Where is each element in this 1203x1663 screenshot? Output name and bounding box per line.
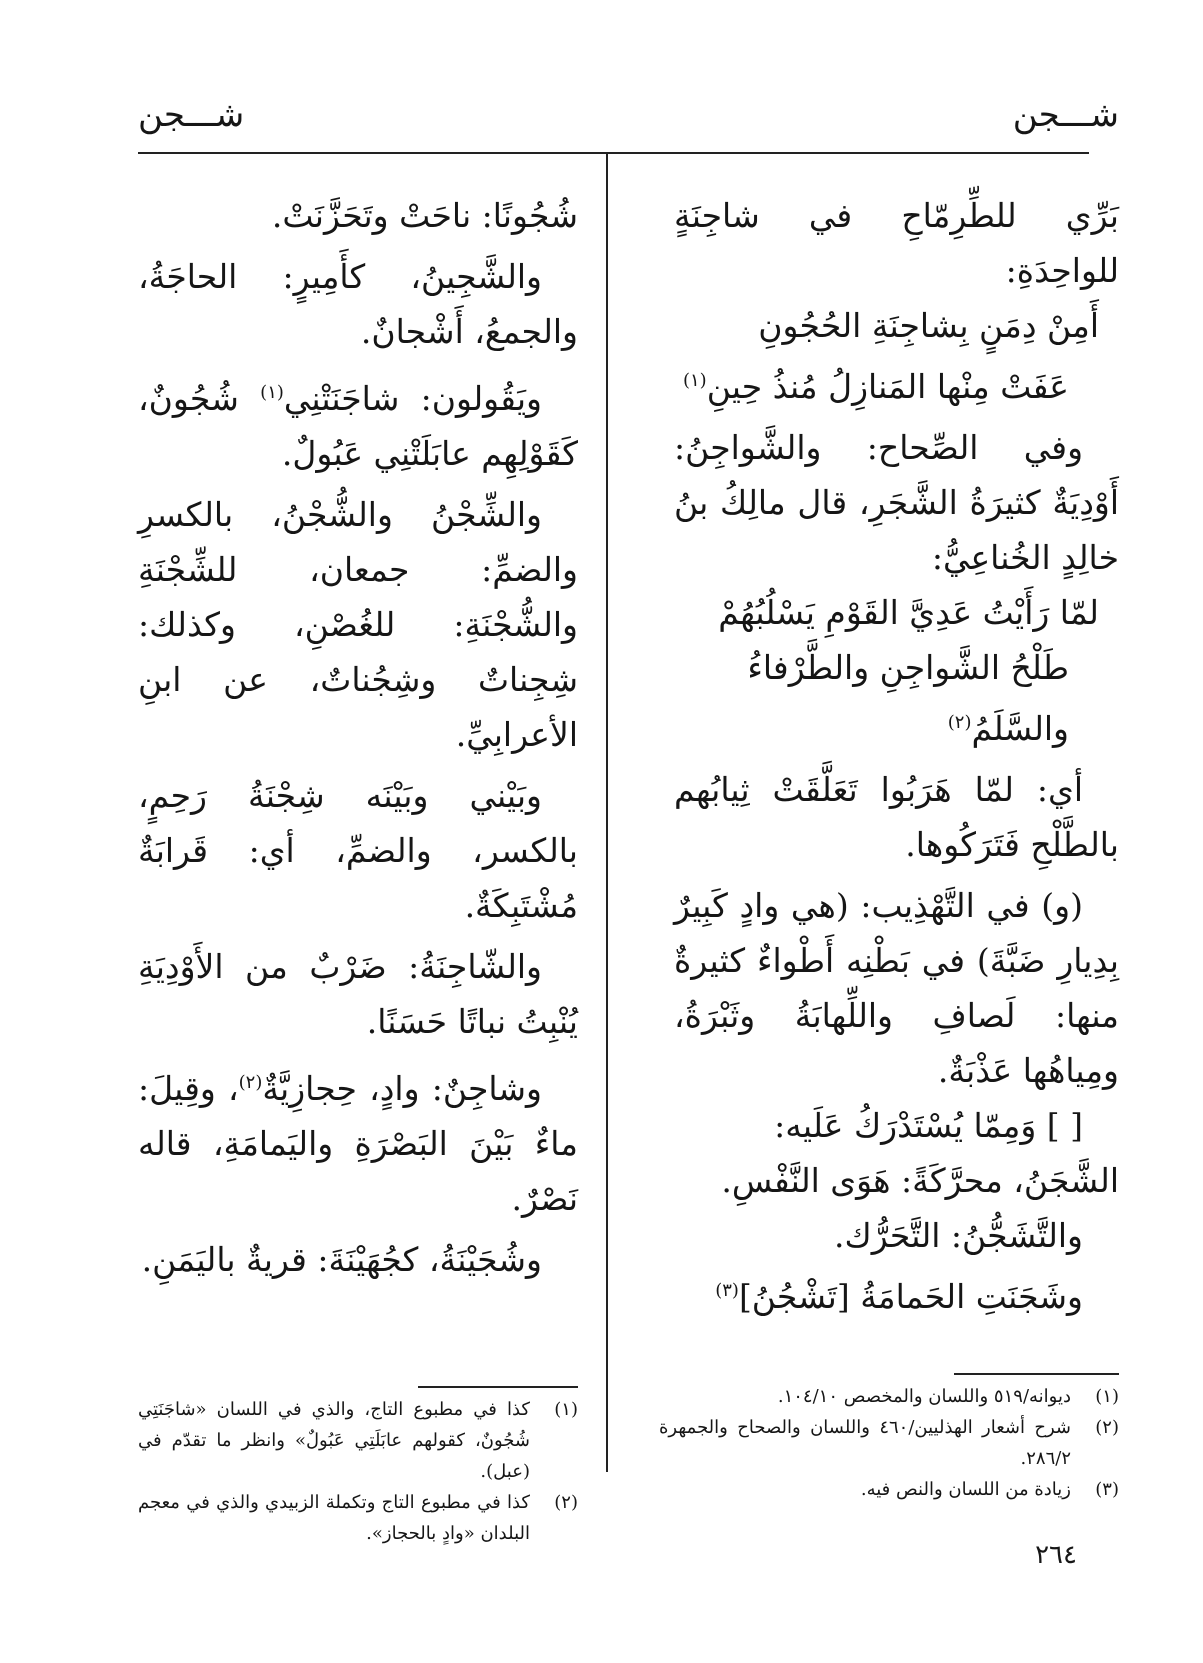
footnote-number: (٢) <box>1095 1417 1119 1438</box>
footnote-number: (١) <box>1095 1386 1119 1407</box>
paragraph: وفي الصِّحاح: والشَّواجِنُ: أَوْدِيَةٌ كثيرَةُ الشَّجَرِ، قال مالِكُ بنُ خالِدٍ الخُناعِيُّ: <box>674 428 1119 577</box>
footnote-rule-right <box>954 1373 1119 1375</box>
verse-line <box>674 353 1119 414</box>
paragraph <box>138 1055 578 1226</box>
footnote <box>659 1474 1119 1505</box>
paragraph: وبَيْني وبَيْنَه شِجْنَةُ رَحِمٍ، بالكسر، والضمِّ، أي: قَرابَةٌ مُشْتَبِكَةٌ. <box>138 776 578 925</box>
footnote-text: كذا في مطبوع التاج وتكملة الزبيدي والذي في معجم البلدان «وادٍ بالحجاز». <box>138 1492 530 1544</box>
paragraph <box>674 1263 1119 1324</box>
paragraph-text: ويَقُولون: شاجَنَتْنِي <box>283 379 542 418</box>
page-number: ٢٦٤ <box>1035 1540 1077 1570</box>
footnote-ref: (١) <box>682 370 707 391</box>
paragraph: وشُجَيْنَةُ، كجُهَيْنَةَ: قريةٌ باليَمَنِ. <box>141 1240 542 1279</box>
footnote-number: (٢) <box>554 1492 578 1513</box>
footnote-ref: (٣) <box>715 1280 739 1301</box>
footnote <box>659 1412 1119 1474</box>
paragraph: أي: لمّا هَرَبُوا تَعَلَّقَتْ ثِيابُهم بالطَّلْحِ فَتَرَكُوها. <box>674 770 1119 864</box>
paragraph-text: وشاجِنٌ: وادٍ، حِجازِيَّةٌ <box>262 1069 542 1108</box>
footnote-text: كذا في مطبوع التاج، والذي في اللسان «شاجَنَتِي شُجُونٌ، كقولهم عابَلَتِي عَبُولٌ» وانظر ما تقدّم في (عبل). <box>138 1399 530 1482</box>
footnote <box>138 1394 578 1487</box>
paragraph-text: وشَجَنَتِ الحَمامَةُ [تَشْجُنُ] <box>738 1277 1083 1316</box>
running-head-left: شـــجن <box>138 95 245 135</box>
paragraph: والتَّشَجُّنُ: التَّحَرُّك. <box>834 1216 1083 1255</box>
verse-text: طَلْحُ الشَّواجِنِ والطَّرْفاءُ والسَّلَمُ <box>747 648 1069 748</box>
verse-line: أَمِنْ دِمَنٍ بِشاجِنَةِ الحُجُونِ <box>758 306 1099 345</box>
verse-line <box>674 640 1119 756</box>
footnote-text: ديوانه/٥١٩ واللسان والمخصص ١٠٤/١٠. <box>777 1386 1071 1407</box>
verse-line: لمّا رَأَيْتُ عَدِيَّ القَوْمِ يَسْلُبُهُمْ <box>718 593 1099 632</box>
footnote-ref: (١) <box>260 382 284 403</box>
footnote <box>659 1381 1119 1412</box>
verse-text: عَفَتْ مِنْها المَنازِلُ مُنذُ حِينِ <box>706 367 1069 406</box>
footnote-ref: (٢) <box>947 712 972 733</box>
paragraph-text: شُجُونٌ، كَقَوْلِهِم عابَلَتْنِي عَبُولٌ. <box>138 379 578 473</box>
footnote-text: شرح أشعار الهذليين/٤٦٠ واللسان والصحاح والجمهرة ٢٨٦/٢. <box>659 1417 1071 1469</box>
footnotes-left <box>138 1394 578 1549</box>
left-column <box>138 188 578 1287</box>
header-rule <box>138 152 1089 154</box>
footnote-number: (٣) <box>1095 1479 1119 1500</box>
footnote-rule-left <box>418 1386 578 1388</box>
paragraph: (و) في التَّهْذِيب: (هي وادٍ كَبِيرٌ بِدِيارِ ضَبَّةَ) في بَطْنِه أَطْواءٌ كثيرةٌ منها: لَصافِ واللِّهابَةُ وثَبْرَةُ، ومِياهُها عَذْبَةٌ. <box>674 886 1119 1090</box>
footnote-text: زيادة من اللسان والنص فيه. <box>860 1479 1071 1500</box>
paragraph: شُجُونًا: ناحَتْ وتَحَزَّنَتْ. <box>271 196 578 235</box>
paragraph: والشَّجِينُ، كأَمِيرٍ: الحاجَةُ، والجمعُ، أَشْجانٌ. <box>138 257 578 351</box>
right-column <box>674 188 1119 1324</box>
footnote-number: (١) <box>554 1399 578 1420</box>
paragraph: بَرِّي للطِّرِمّاحِ في شاجِنَةٍ للواحِدَةِ: <box>674 196 1119 290</box>
footnote <box>138 1487 578 1549</box>
paragraph: والشّاجِنَةُ: ضَرْبٌ من الأَوْدِيَةِ يُنْبِتُ نباتًا حَسَنًا. <box>138 947 578 1041</box>
paragraph: والشِّجْنُ والشُّجْنُ، بالكسرِ والضمِّ: جمعان، للشِّجْنَةِ والشُّجْنَةِ: للغُصْنِ، وكذلك: شِجِناتٌ وشِجُناتٌ، عن ابنِ الأعرابِيِّ. <box>138 495 578 754</box>
running-head-right: شـــجن <box>1012 95 1119 135</box>
paragraph: [ ] وَمِمّا يُسْتَدْرَكُ عَلَيه: <box>774 1106 1083 1145</box>
paragraph-text: ، وقِيلَ: ماءٌ بَيْنَ البَصْرَةِ واليَمامَةِ، قاله نَصْرٌ. <box>138 1069 578 1218</box>
footnote-ref: (٢) <box>238 1072 263 1093</box>
paragraph: الشَّجَنُ، محرَّكَةً: هَوَى النَّفْسِ. <box>721 1161 1119 1200</box>
paragraph <box>138 365 578 481</box>
column-divider <box>606 152 608 1472</box>
footnotes-right <box>659 1381 1119 1505</box>
